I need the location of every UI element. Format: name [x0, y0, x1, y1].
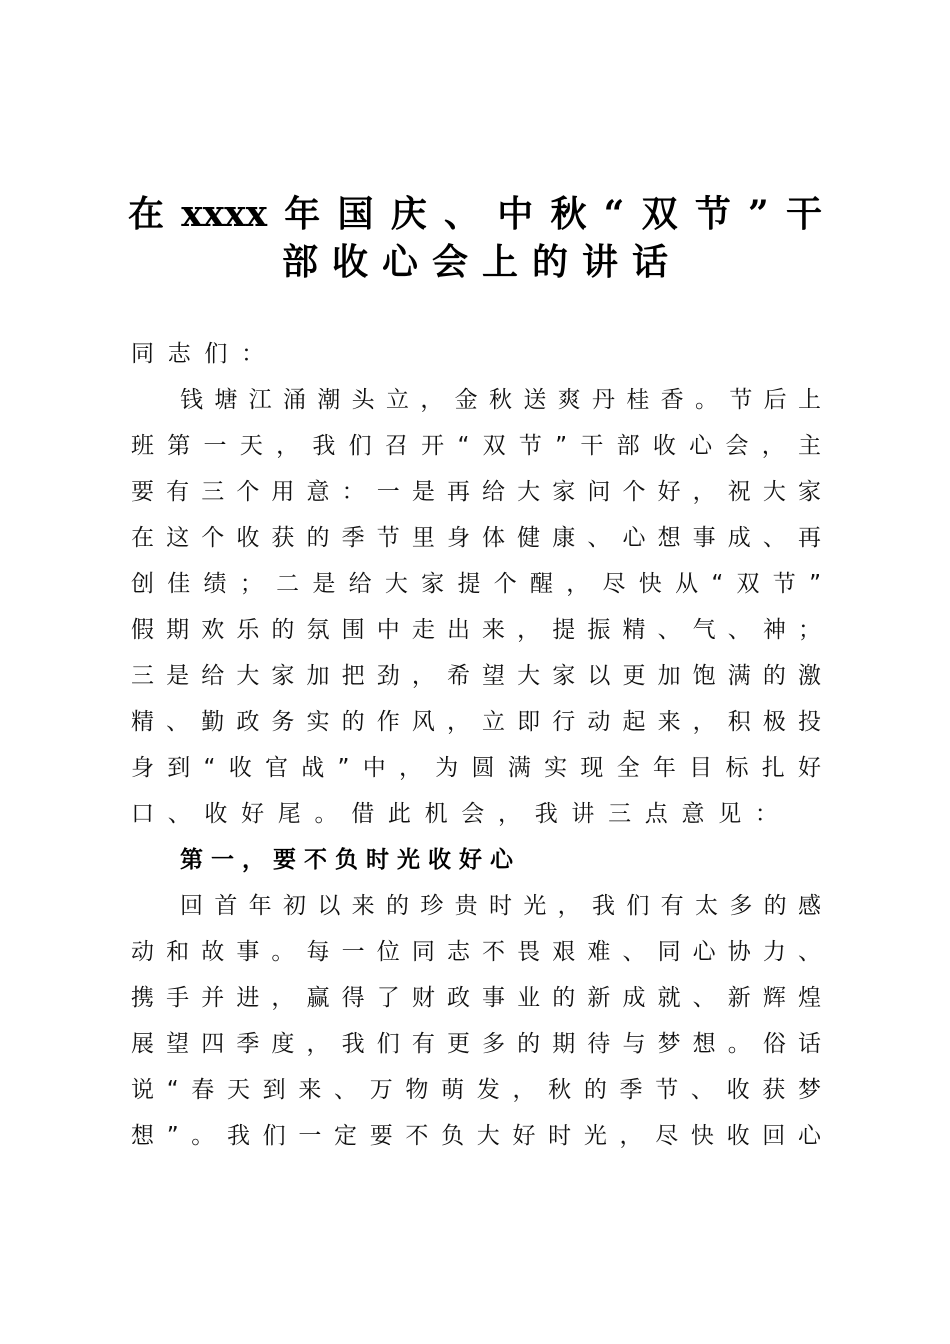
- paragraph-line: 在这个收获的季节里身体健康、心想事成、再: [131, 525, 821, 551]
- paragraph-line: 身到“收官战”中，为圆满实现全年目标扎好: [131, 755, 821, 781]
- paragraph-line: 假期欢乐的氛围中走出来，提振精、气、神；: [131, 617, 821, 643]
- paragraph-line: 动和故事。每一位同志不畏艰难、同心协力、: [131, 939, 821, 965]
- paragraph-line: 要有三个用意：一是再给大家问个好，祝大家: [131, 479, 821, 505]
- paragraph-line: 三是给大家加把劲，希望大家以更加饱满的激: [131, 663, 821, 689]
- salutation: 同志们：: [131, 341, 278, 367]
- paragraph-line: 携手并进，赢得了财政事业的新成就、新辉煌: [131, 985, 821, 1011]
- paragraph-line: 钱塘江涌潮头立，金秋送爽丹桂香。节后上: [180, 387, 821, 413]
- section-heading: 第一，要不负时光收好心: [180, 847, 521, 873]
- document-title-line-2: 部收心会上的讲话: [281, 241, 682, 283]
- paragraph-line: 口、收好尾。借此机会，我讲三点意见：: [131, 801, 792, 827]
- paragraph-line: 说“春天到来、万物萌发，秋的季节、收获梦: [131, 1077, 821, 1103]
- paragraph-line: 精、勤政务实的作风，立即行动起来，积极投: [131, 709, 821, 735]
- paragraph-line: 展望四季度，我们有更多的期待与梦想。俗话: [131, 1031, 821, 1057]
- document-title-line-1: 在xxxx年国庆、中秋“双节”干: [128, 193, 822, 235]
- paragraph-line: 班第一天，我们召开“双节”干部收心会，主: [131, 433, 821, 459]
- paragraph-line: 回首年初以来的珍贵时光，我们有太多的感: [180, 893, 821, 919]
- paragraph-line: 创佳绩；二是给大家提个醒，尽快从“双节”: [131, 571, 821, 597]
- paragraph-line: 想”。我们一定要不负大好时光，尽快收回心: [131, 1123, 821, 1149]
